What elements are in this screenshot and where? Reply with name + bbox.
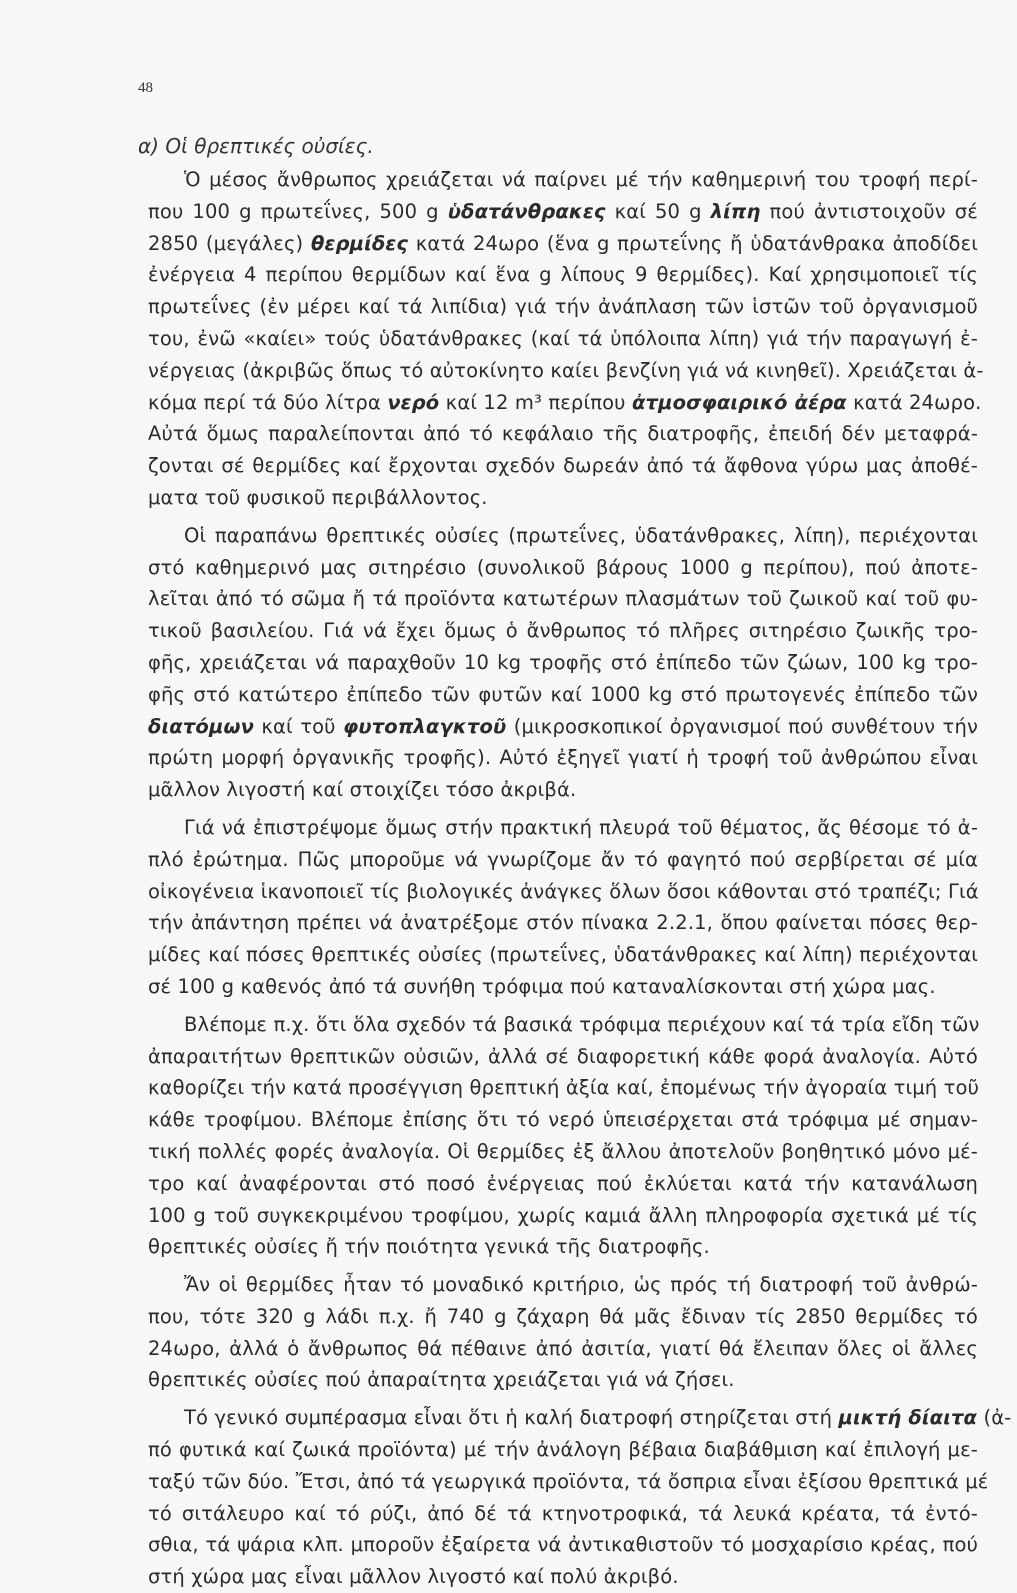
- text-line: θρεπτικές οὐσίες πού ἀπαραίτητα χρειάζεται γιά νά ζήσει.: [148, 1368, 735, 1392]
- section-label: α): [138, 134, 159, 158]
- text-line: καθορίζει τήν κατά προσέγγιση θρεπτική ἀξία καί, ἐπομένως τήν ἀγοραία τιμή τοῦ: [148, 1076, 980, 1100]
- text-line: που 100 g πρωτεΐνες, 500 g ὑδατάνθρακες καί 50 g λίπη πού ἀντιστοιχοῦν σέ: [148, 199, 979, 223]
- text-line: που, τότε 320 g λάδι π.χ. ἤ 740 g ζάχαρη θά μᾶς ἔδιναν τίς 2850 θερμίδες τό: [148, 1304, 978, 1328]
- emphasis-term: ὑδατάνθρακες: [447, 199, 606, 223]
- paragraph: [148, 520, 978, 806]
- text-line: ταξύ τῶν δύο. Ἔτσι, ἀπό τά γεωργικά προϊόντα, τά ὄσπρια εἶναι ἐξίσου θρεπτικά μέ: [148, 1469, 989, 1493]
- text-line: Τό γενικό συμπέρασμα εἶναι ὅτι ἡ καλή διατροφή στηρίζεται στή μικτή δίαιτα (ἀ-: [184, 1406, 1012, 1430]
- text-line: μᾶλλον λιγοστή καί στοιχίζει τόσο ἀκριβά.: [148, 778, 577, 802]
- text-line: Ὁ μέσος ἄνθρωπος χρειάζεται νά παίρνει μέ τήν καθημερινή του τροφή περί-: [184, 168, 978, 191]
- text-line: φῆς στό κατώτερο ἐπίπεδο τῶν φυτῶν καί 1000 kg στό πρωτογενές ἐπίπεδο τῶν: [148, 682, 978, 706]
- text-line: Γιά νά ἐπιστρέψομε ὅμως στήν πρακτική πλευρά τοῦ θέματος, ἄς θέσομε τό ἀ-: [184, 815, 978, 839]
- text-line: πλό ἐρώτημα. Πῶς μποροῦμε νά γνωρίζομε ἄν τό φαγητό πού σερβίρεται σέ μία: [148, 847, 978, 871]
- text-line: ζονται σέ θερμίδες καί ἔρχονται σχεδόν δωρεάν ἀπό τά ἄφθονα γύρω μας ἀποθέ-: [148, 454, 978, 478]
- text-line: του, ἐνῶ «καίει» τούς ὑδατάνθρακες (καί τά ὑπόλοιπα λίπη) γιά τήν παραγωγή ἐ-: [148, 326, 978, 350]
- text-line: θρεπτικές οὐσίες ἤ τήν ποιότητα γενικά τῆς διατροφῆς.: [148, 1235, 710, 1259]
- text-line: ματα τοῦ φυσικοῦ περιβάλλοντος.: [148, 485, 488, 509]
- emphasis-term: μικτή δίαιτα: [838, 1406, 978, 1430]
- paragraph: [148, 1269, 978, 1396]
- text-line: στό καθημερινό μας σιτηρέσιο (συνολικοῦ βάρους 1000 g περίπου), πού ἀποτε-: [148, 555, 978, 579]
- text-line: κάθε τροφίμου. Βλέπομε ἐπίσης ὅτι τό νερό ὑπεισέρχεται στά τρόφιμα μέ σημαν-: [148, 1108, 978, 1132]
- text-line: ἐνέργεια 4 περίπου θερμίδων καί ἕνα g λίπους 9 θερμίδες). Καί χρησιμοποιεῖ τίς: [148, 263, 978, 287]
- text-line: σέ 100 g καθενός ἀπό τά συνήθη τρόφιμα πού καταναλίσκονται στή χώρα μας.: [148, 974, 936, 998]
- paragraph: [148, 164, 984, 514]
- section-title: Οἱ θρεπτικές οὐσίες.: [165, 134, 374, 158]
- text-line: τική πολλές φορές ἀναλογία. Οἱ θερμίδες ἐξ ἄλλου ἀποτελοῦν βοηθητικό μόνο μέ-: [148, 1139, 978, 1163]
- paragraph: [148, 1009, 978, 1263]
- text-line: 2850 (μεγάλες) θερμίδες κατά 24ωρο (ἕνα g πρωτεΐνης ἤ ὑδατάνθρακα ἀποδίδει: [148, 231, 979, 255]
- emphasis-term: διατόμων: [148, 714, 255, 738]
- text-line: οἰκογένεια ἱκανοποιεῖ τίς βιολογικές ἀνάγκες ὅλων ὅσοι κάθονται στό τραπέζι; Γιά: [148, 879, 979, 903]
- text-line: τήν ἀπάντηση πρέπει νά ἀνατρέξομε στόν πίνακα 2.2.1, ὅπου φαίνεται πόσες θερ-: [148, 911, 978, 935]
- text-line: Ἄν οἱ θερμίδες ἦταν τό μοναδικό κριτήριο, ὡς πρός τή διατροφή τοῦ ἀνθρώ-: [184, 1273, 978, 1297]
- text-line: σθια, τά ψάρια κλπ. μποροῦν ἐξαίρετα νά ἀντικαθιστοῦν τό μοσχαρίσιο κρέας, πού: [148, 1533, 978, 1557]
- text-line: λεῖται ἀπό τό σῶμα ἤ τά προϊόντα κατωτέρων πλασμάτων τοῦ ζωικοῦ καί τοῦ φυ-: [148, 587, 978, 611]
- section-heading: [138, 134, 374, 158]
- text-line: νέργειας (ἀκριβῶς ὅπως τό αὐτοκίνητο καίει βενζίνη γιά νά κινηθεῖ). Χρειάζεται ἀ-: [148, 358, 984, 382]
- paragraph: [148, 812, 978, 1003]
- text-line: στή χώρα μας εἶναι μᾶλλον λιγοστό καί πολύ ἀκριβό.: [148, 1565, 679, 1589]
- text-line: 24ωρο, ἀλλά ὁ ἄνθρωπος θά πέθαινε ἀπό ἀσιτία, γιατί θά ἔλειπαν ὅλες οἱ ἄλλες: [148, 1336, 978, 1360]
- text-line: μίδες καί πόσες θρεπτικές οὐσίες (πρωτεΐνες, ὑδατάνθρακες καί λίπη) περιέχονται: [148, 943, 978, 967]
- emphasis-term: νερό: [387, 390, 440, 414]
- text-line: διατόμων καί τοῦ φυτοπλαγκτοῦ (μικροσκοπικοί ὀργανισμοί πού συνθέτουν τήν: [148, 714, 978, 738]
- text-line: πό φυτικά καί ζωικά προϊόντα) μέ τήν ἀνάλογη βέβαια διαβάθμιση καί ἐπιλογή με-: [148, 1438, 978, 1462]
- text-line: φῆς, χρειάζεται νά παραχθοῦν 10 kg τροφῆς στό ἐπίπεδο τῶν ζώων, 100 kg τρο-: [148, 650, 978, 674]
- text-line: τό σιτάλευρο καί τό ρύζι, ἀπό δέ τά κτηνοτροφικά, τά λευκά κρέατα, τά ἐντό-: [148, 1501, 978, 1525]
- page-number: 48: [138, 80, 153, 96]
- emphasis-term: θερμίδες: [310, 231, 409, 255]
- text-line: πρωτεΐνες (ἐν μέρει καί τά λιπίδια) γιά τήν ἀνάπλαση τῶν ἱστῶν τοῦ ὀργανισμοῦ: [148, 295, 978, 319]
- text-line: ἀπαραιτήτων θρεπτικῶν οὐσιῶν, ἀλλά σέ διαφορετική κάθε φορά ἀναλογία. Αὐτό: [148, 1044, 978, 1068]
- text-line: τικοῦ βασιλείου. Γιά νά ἔχει ὅμως ὁ ἄνθρωπος τό πλῆρες σιτηρέσιο ζωικῆς τρο-: [148, 619, 978, 643]
- emphasis-term: φυτοπλαγκτοῦ: [342, 714, 507, 738]
- paragraph: [148, 1402, 1012, 1593]
- emphasis-term: λίπη: [710, 199, 761, 223]
- emphasis-term: ἀτμοσφαιρικό ἀέρα: [631, 390, 847, 414]
- text-line: 100 g τοῦ συγκεκριμένου τροφίμου, χωρίς καμιά ἄλλη πληροφορία σχετικά μέ τίς: [148, 1203, 978, 1227]
- body-text: [148, 164, 1012, 1593]
- text-line: Οἱ παραπάνω θρεπτικές οὐσίες (πρωτεΐνες, ὑδατάνθρακες, λίπη), περιέχονται: [184, 523, 978, 547]
- text-line: Βλέπομε π.χ. ὅτι ὅλα σχεδόν τά βασικά τρόφιμα περιέχουν καί τά τρία εἴδη τῶν: [184, 1012, 980, 1036]
- text-line: τρο καί ἀναφέρονται στό ποσό ἐνέργειας πού ἐκλύεται κατά τήν κατανάλωση: [148, 1171, 978, 1195]
- text-line: Αὐτά ὅμως παραλείπονται ἀπό τό κεφάλαιο τῆς διατροφῆς, ἐπειδή δέν μεταφρά-: [148, 422, 978, 446]
- text-line: πρώτη μορφή ὀργανικῆς τροφῆς). Αὐτό ἐξηγεῖ γιατί ἡ τροφή τοῦ ἀνθρώπου εἶναι: [148, 746, 978, 770]
- text-line: κόμα περί τά δύο λίτρα νερό καί 12 m³ περίπου ἀτμοσφαιρικό ἀέρα κατά 24ωρο.: [148, 390, 982, 414]
